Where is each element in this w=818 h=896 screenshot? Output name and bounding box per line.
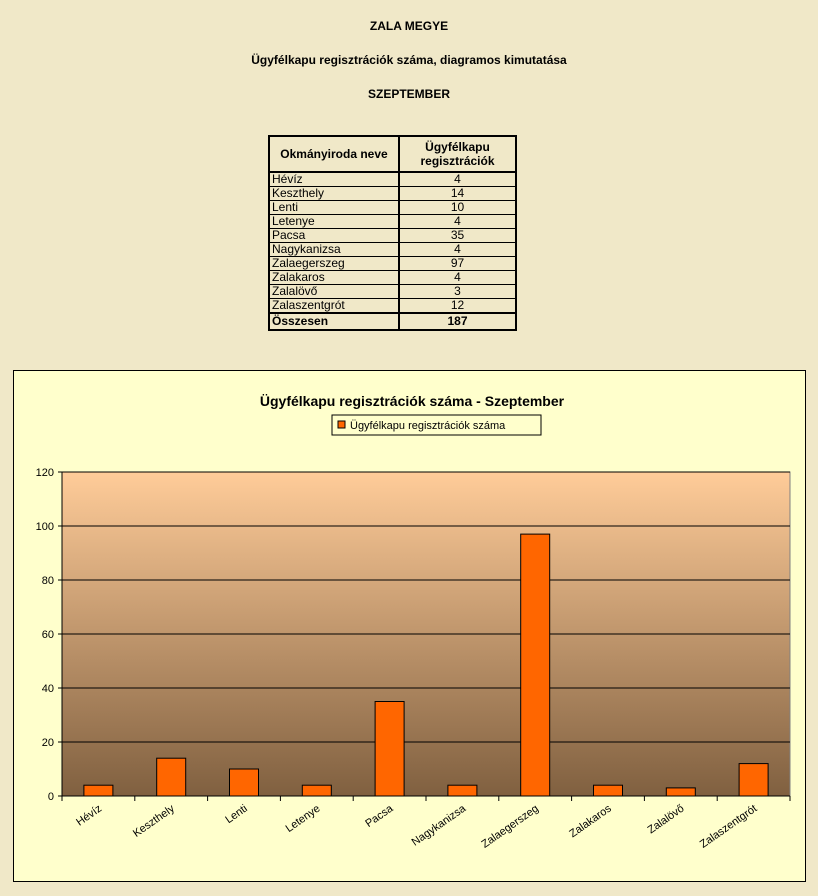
bar bbox=[230, 769, 259, 796]
page-month: SZEPTEMBER bbox=[367, 87, 450, 101]
bar bbox=[739, 764, 768, 796]
y-tick-label: 0 bbox=[47, 791, 54, 803]
x-tick-label: Zalaegerszeg bbox=[479, 802, 541, 851]
registrations-table bbox=[268, 135, 517, 331]
column-header-registrations bbox=[399, 136, 516, 172]
registration-count-cell: 4 bbox=[399, 215, 516, 229]
x-tick-label: Keszthely bbox=[130, 802, 177, 840]
y-tick-label: 20 bbox=[41, 737, 54, 749]
x-tick-label: Nagykanizsa bbox=[409, 802, 469, 849]
bar bbox=[666, 788, 695, 796]
x-tick-label: Hévíz bbox=[74, 802, 105, 829]
x-tick-label: Zalalövő bbox=[645, 802, 687, 837]
bar-chart bbox=[14, 371, 805, 881]
office-name-cell: Zalalövő bbox=[269, 285, 399, 299]
total-value: 187 bbox=[399, 313, 516, 330]
y-tick-label: 40 bbox=[41, 683, 54, 695]
table-row bbox=[269, 257, 516, 271]
table-row bbox=[269, 172, 516, 187]
total-label: Összesen bbox=[269, 313, 399, 330]
registration-count-cell: 35 bbox=[399, 229, 516, 243]
bar bbox=[521, 534, 550, 796]
column-header-registrations-line2: regisztrációk bbox=[420, 154, 495, 168]
office-name-cell: Zalaszentgrót bbox=[269, 299, 399, 314]
registration-count-cell: 3 bbox=[399, 285, 516, 299]
office-name-cell: Lenti bbox=[269, 201, 399, 215]
table-row bbox=[269, 229, 516, 243]
column-header-registrations-line1: Ügyfélkapu bbox=[425, 140, 490, 154]
table-row bbox=[269, 187, 516, 201]
y-tick-label: 60 bbox=[41, 629, 54, 641]
table-row bbox=[269, 271, 516, 285]
x-tick-label: Pacsa bbox=[363, 802, 396, 830]
y-tick-label: 120 bbox=[35, 467, 54, 479]
y-tick-label: 80 bbox=[41, 575, 54, 587]
bar bbox=[375, 702, 404, 797]
x-tick-label: Lenti bbox=[223, 802, 250, 827]
bar bbox=[84, 785, 113, 796]
x-tick-label: Zalakaros bbox=[567, 802, 614, 841]
table-total-row bbox=[269, 313, 516, 330]
office-name-cell: Nagykanizsa bbox=[269, 243, 399, 257]
bar bbox=[594, 785, 623, 796]
bar bbox=[157, 758, 186, 796]
page-subtitle: Ügyfélkapu regisztrációk száma, diagramos kimutatása bbox=[251, 53, 567, 67]
office-name-cell: Hévíz bbox=[269, 172, 399, 187]
legend-label: Ügyfélkapu regisztrációk száma bbox=[350, 420, 506, 432]
table-row bbox=[269, 243, 516, 257]
office-name-cell: Keszthely bbox=[269, 187, 399, 201]
registration-count-cell: 10 bbox=[399, 201, 516, 215]
registration-count-cell: 4 bbox=[399, 243, 516, 257]
office-name-cell: Pacsa bbox=[269, 229, 399, 243]
office-name-cell: Letenye bbox=[269, 215, 399, 229]
table-row bbox=[269, 201, 516, 215]
registration-count-cell: 12 bbox=[399, 299, 516, 314]
chart-area bbox=[13, 370, 806, 882]
office-name-cell: Zalaegerszeg bbox=[269, 257, 399, 271]
x-tick-label: Letenye bbox=[283, 802, 323, 835]
y-tick-label: 100 bbox=[35, 521, 54, 533]
registration-count-cell: 97 bbox=[399, 257, 516, 271]
bar bbox=[448, 785, 477, 796]
office-name-cell: Zalakaros bbox=[269, 271, 399, 285]
table-row bbox=[269, 299, 516, 314]
registration-count-cell: 4 bbox=[399, 172, 516, 187]
legend-swatch bbox=[338, 421, 345, 428]
table-row bbox=[269, 285, 516, 299]
page-title: ZALA MEGYE bbox=[369, 19, 449, 33]
table-row bbox=[269, 215, 516, 229]
chart-title: Ügyfélkapu regisztrációk száma - Szeptember bbox=[259, 393, 565, 409]
column-header-office: Okmányiroda neve bbox=[269, 136, 399, 172]
registration-count-cell: 4 bbox=[399, 271, 516, 285]
bar bbox=[302, 785, 331, 796]
x-tick-label: Zalaszentgrót bbox=[697, 802, 760, 851]
registration-count-cell: 14 bbox=[399, 187, 516, 201]
table-header-row bbox=[269, 136, 516, 172]
